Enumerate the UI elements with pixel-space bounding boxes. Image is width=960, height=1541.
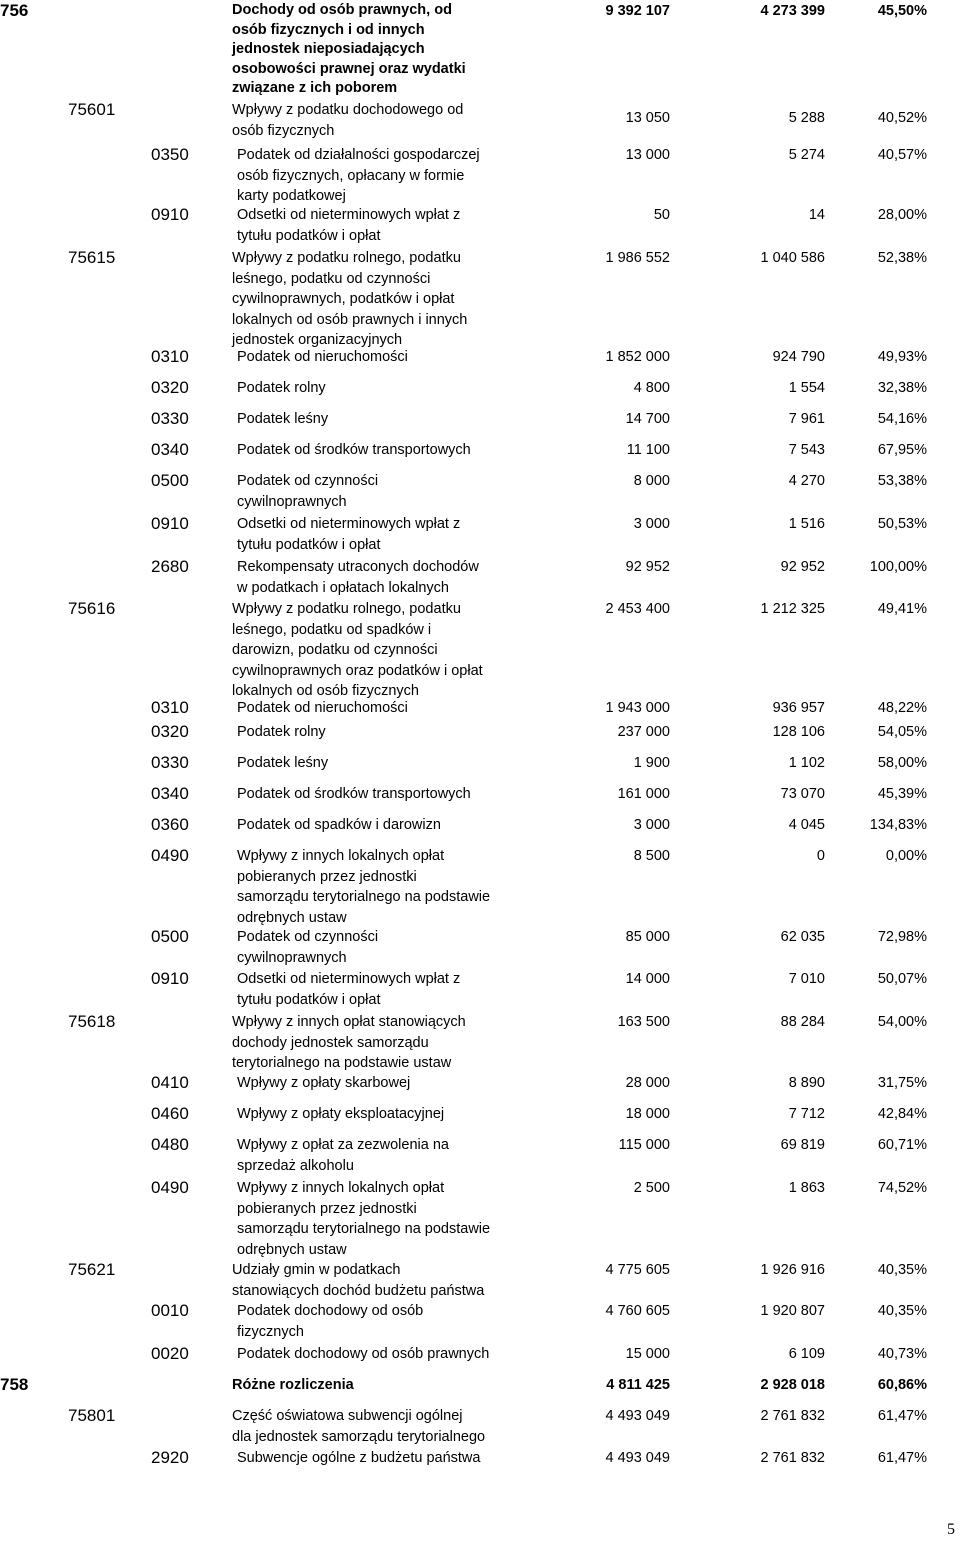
- paragraf-code: 0310: [151, 347, 189, 366]
- row-description: Wpływy z opłaty skarbowej: [237, 1075, 411, 1091]
- execution-value: 62 035: [780, 929, 825, 945]
- execution-value: 1 102: [788, 755, 825, 771]
- plan-value: 4 760 605: [605, 1303, 670, 1319]
- plan-value: 15 000: [625, 1346, 670, 1362]
- execution-value: 1 863: [788, 1180, 825, 1196]
- row-description: Wpływy z opłaty eksploatacyjnej: [237, 1106, 445, 1122]
- row-description: Podatek rolny: [237, 724, 326, 740]
- paragraf-code: 0500: [151, 927, 189, 946]
- plan-value: 28 000: [625, 1075, 670, 1091]
- paragraf-code: 0490: [151, 846, 189, 865]
- execution-value: 8 890: [788, 1075, 825, 1091]
- plan-value: 1 852 000: [605, 349, 670, 365]
- percent-value: 50,07%: [877, 971, 927, 987]
- execution-value: 128 106: [772, 724, 825, 740]
- row-description: Podatek dochodowy od osób prawnych: [237, 1346, 490, 1362]
- paragraf-code: 0480: [151, 1135, 189, 1154]
- paragraf-code: 2680: [151, 557, 189, 576]
- percent-value: 45,39%: [877, 786, 927, 802]
- percent-value: 74,52%: [877, 1180, 927, 1196]
- row-description: Podatek od spadków i darowizn: [237, 817, 441, 833]
- percent-value: 53,38%: [877, 473, 927, 489]
- row-description: Różne rozliczenia: [232, 1377, 354, 1393]
- plan-value: 161 000: [617, 786, 670, 802]
- percent-value: 49,93%: [877, 349, 927, 365]
- execution-value: 14: [808, 207, 825, 223]
- rozdzial-code: 75618: [68, 1012, 116, 1031]
- plan-value: 50: [653, 207, 670, 223]
- percent-value: 60,71%: [877, 1137, 927, 1153]
- percent-value: 40,35%: [877, 1262, 927, 1278]
- percent-value: 61,47%: [877, 1450, 927, 1466]
- plan-value: 1 943 000: [605, 700, 670, 716]
- execution-value: 73 070: [780, 786, 825, 802]
- plan-value: 9 392 107: [605, 3, 670, 19]
- percent-value: 52,38%: [877, 250, 927, 266]
- percent-value: 61,47%: [877, 1408, 927, 1424]
- row-description: Odsetki od nieterminowych wpłat z tytułu podatków i opłat: [237, 516, 461, 553]
- plan-value: 4 800: [633, 380, 670, 396]
- plan-value: 13 000: [625, 147, 670, 163]
- row-description: Subwencje ogólne z budżetu państwa: [237, 1450, 481, 1466]
- execution-value: 1 554: [788, 380, 825, 396]
- percent-value: 54,16%: [877, 411, 927, 427]
- paragraf-code: 0340: [151, 784, 189, 803]
- percent-value: 54,00%: [877, 1014, 927, 1030]
- percent-value: 60,86%: [877, 1377, 927, 1393]
- paragraf-code: 0320: [151, 722, 189, 741]
- execution-value: 69 819: [780, 1137, 825, 1153]
- plan-value: 1 900: [633, 755, 670, 771]
- row-description: Rekompensaty utraconych dochodów w podatkach i opłatach lokalnych: [237, 559, 479, 596]
- paragraf-code: 0350: [151, 145, 189, 164]
- percent-value: 42,84%: [877, 1106, 927, 1122]
- row-description: Wpływy z podatku dochodowego od osób fizycznych: [232, 102, 464, 139]
- row-description: Podatek leśny: [237, 755, 329, 771]
- plan-value: 18 000: [625, 1106, 670, 1122]
- paragraf-code: 0910: [151, 514, 189, 533]
- row-description: Podatek rolny: [237, 380, 326, 396]
- execution-value: 1 212 325: [760, 601, 825, 617]
- execution-value: 4 270: [788, 473, 825, 489]
- execution-value: 7 961: [788, 411, 825, 427]
- plan-value: 4 811 425: [606, 1377, 670, 1393]
- plan-value: 4 493 049: [605, 1450, 670, 1466]
- row-description: Podatek od środków transportowych: [237, 442, 471, 458]
- percent-value: 31,75%: [877, 1075, 927, 1091]
- percent-value: 58,00%: [877, 755, 927, 771]
- paragraf-code: 0910: [151, 969, 189, 988]
- percent-value: 100,00%: [869, 559, 927, 575]
- row-description: Podatek od środków transportowych: [237, 786, 471, 802]
- execution-value: 7 712: [788, 1106, 825, 1122]
- row-description: Wpływy z podatku rolnego, podatku leśnego, podatku od czynności cywilnoprawnych, podatków i opłat lokalnych od osób prawnych i innych jednostek organizacyjnych: [232, 250, 468, 348]
- row-description: Podatek od nieruchomości: [237, 700, 408, 716]
- row-description: Wpływy z opłat za zezwolenia na sprzedaż alkoholu: [237, 1137, 449, 1174]
- row-description: Odsetki od nieterminowych wpłat z tytułu podatków i opłat: [237, 971, 461, 1008]
- percent-value: 48,22%: [877, 700, 927, 716]
- rozdzial-code: 75621: [68, 1260, 116, 1279]
- execution-value: 4 273 399: [760, 3, 825, 19]
- rozdzial-code: 75601: [68, 100, 116, 119]
- plan-value: 14 700: [625, 411, 670, 427]
- paragraf-code: 0010: [151, 1301, 189, 1320]
- plan-value: 115 000: [618, 1137, 670, 1153]
- percent-value: 134,83%: [869, 817, 927, 833]
- row-description: Podatek od czynności cywilnoprawnych: [237, 473, 379, 510]
- plan-value: 2 453 400: [605, 601, 670, 617]
- dzial-code: 758: [0, 1375, 29, 1394]
- row-description: Podatek od nieruchomości: [237, 349, 408, 365]
- row-description: Udziały gmin w podatkach stanowiących dochód budżetu państwa: [232, 1262, 485, 1299]
- rozdzial-code: 75615: [68, 248, 116, 267]
- plan-value: 163 500: [617, 1014, 670, 1030]
- row-description: Wpływy z innych lokalnych opłat pobieranych przez jednostki samorządu terytorialnego na podstawie odrębnych ustaw: [237, 1180, 491, 1258]
- execution-value: 1 926 916: [760, 1262, 825, 1278]
- paragraf-code: 0330: [151, 753, 189, 772]
- row-description: Dochody od osób prawnych, od osób fizycznych i od innych jednostek nieposiadających osobowości prawnej oraz wydatki związane z ich poborem: [232, 2, 466, 96]
- paragraf-code: 0910: [151, 205, 189, 224]
- execution-value: 6 109: [788, 1346, 825, 1362]
- execution-value: 5 274: [788, 147, 825, 163]
- execution-value: 1 516: [788, 516, 825, 532]
- row-description: Część oświatowa subwencji ogólnej dla jednostek samorządu terytorialnego: [232, 1408, 486, 1445]
- execution-value: 7 010: [788, 971, 825, 987]
- execution-value: 4 045: [788, 817, 825, 833]
- plan-value: 8 000: [633, 473, 670, 489]
- paragraf-code: 0310: [151, 698, 189, 717]
- execution-value: 1 920 807: [760, 1303, 825, 1319]
- execution-value: 0: [816, 848, 825, 864]
- row-description: Odsetki od nieterminowych wpłat z tytułu podatków i opłat: [237, 207, 461, 244]
- percent-value: 28,00%: [877, 207, 927, 223]
- page-number: 5: [947, 1521, 955, 1538]
- paragraf-code: 0460: [151, 1104, 189, 1123]
- execution-value: 2 761 832: [760, 1450, 825, 1466]
- dzial-code: 756: [0, 1, 29, 20]
- plan-value: 85 000: [625, 929, 670, 945]
- percent-value: 50,53%: [877, 516, 927, 532]
- plan-value: 4 775 605: [605, 1262, 670, 1278]
- percent-value: 40,73%: [877, 1346, 927, 1362]
- row-description: Podatek od czynności cywilnoprawnych: [237, 929, 379, 966]
- row-description: Wpływy z innych opłat stanowiących dochody jednostek samorządu terytorialnego na podstawie ustaw: [232, 1014, 466, 1071]
- plan-value: 3 000: [633, 817, 670, 833]
- paragraf-code: 0320: [151, 378, 189, 397]
- percent-value: 0,00%: [885, 848, 927, 864]
- execution-value: 936 957: [772, 700, 825, 716]
- paragraf-code: 0020: [151, 1344, 189, 1363]
- paragraf-code: 0490: [151, 1178, 189, 1197]
- plan-value: 237 000: [617, 724, 670, 740]
- execution-value: 924 790: [772, 349, 825, 365]
- rozdzial-code: 75801: [68, 1406, 116, 1425]
- paragraf-code: 0330: [151, 409, 189, 428]
- percent-value: 40,35%: [877, 1303, 927, 1319]
- percent-value: 54,05%: [877, 724, 927, 740]
- row-description: Podatek leśny: [237, 411, 329, 427]
- plan-value: 8 500: [633, 848, 670, 864]
- paragraf-code: 0360: [151, 815, 189, 834]
- row-description: Wpływy z podatku rolnego, podatku leśnego, podatku od spadków i darowizn, podatku od czynności cywilnoprawnych oraz podatków i opłat lokalnych od osób fizycznych: [232, 601, 483, 699]
- percent-value: 45,50%: [877, 3, 927, 19]
- plan-value: 2 500: [633, 1180, 670, 1196]
- plan-value: 1 986 552: [605, 250, 670, 266]
- row-description: Podatek dochodowy od osób fizycznych: [237, 1303, 424, 1340]
- plan-value: 13 050: [625, 110, 670, 126]
- percent-value: 40,52%: [877, 110, 927, 126]
- execution-value: 2 928 018: [760, 1377, 825, 1393]
- plan-value: 11 100: [626, 442, 670, 458]
- execution-value: 2 761 832: [760, 1408, 825, 1424]
- plan-value: 4 493 049: [605, 1408, 670, 1424]
- rozdzial-code: 75616: [68, 599, 116, 618]
- percent-value: 40,57%: [877, 147, 927, 163]
- percent-value: 67,95%: [877, 442, 927, 458]
- row-description: Podatek od działalności gospodarczej osób fizycznych, opłacany w formie karty podatkowej: [237, 147, 480, 204]
- execution-value: 92 952: [780, 559, 825, 575]
- plan-value: 92 952: [625, 559, 670, 575]
- paragraf-code: 0410: [151, 1073, 189, 1092]
- paragraf-code: 0340: [151, 440, 189, 459]
- row-description: Wpływy z innych lokalnych opłat pobieranych przez jednostki samorządu terytorialnego na podstawie odrębnych ustaw: [237, 848, 491, 926]
- execution-value: 5 288: [788, 110, 825, 126]
- percent-value: 32,38%: [877, 380, 927, 396]
- percent-value: 72,98%: [877, 929, 927, 945]
- percent-value: 49,41%: [877, 601, 927, 617]
- execution-value: 88 284: [780, 1014, 825, 1030]
- execution-value: 1 040 586: [760, 250, 825, 266]
- plan-value: 3 000: [633, 516, 670, 532]
- paragraf-code: 0500: [151, 471, 189, 490]
- paragraf-code: 2920: [151, 1448, 189, 1467]
- plan-value: 14 000: [625, 971, 670, 987]
- execution-value: 7 543: [788, 442, 825, 458]
